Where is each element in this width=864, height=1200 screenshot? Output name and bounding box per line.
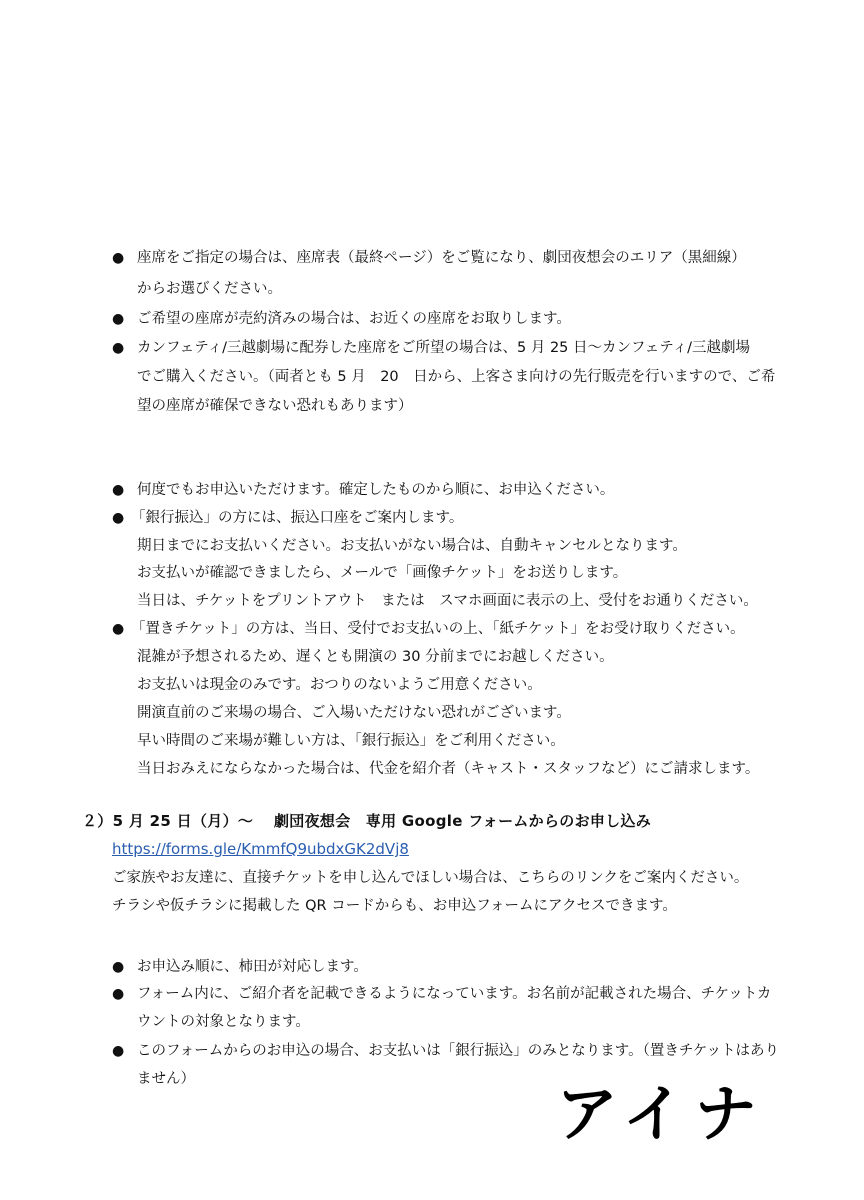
payment-bullet-3-line-1: 「置きチケット」の方は、当日、受付でお支払いの上、「紙チケット」をお受け取りください。 <box>131 621 745 637</box>
form-intro-line-2: チラシや仮チラシに掲載した QR コードからも、お申込フォームにアクセスできます。 <box>112 898 677 914</box>
bullet-icon: ● <box>112 510 125 526</box>
seats-bullet-2-line-1: ご希望の座席が売約済みの場合は、お近くの座席をお取りします。 <box>137 311 571 327</box>
payment-bullet-3-line-3: お支払いは現金のみです。おつりのないようご用意ください。 <box>137 677 542 693</box>
payment-bullet-2-line-4: 当日は、チケットをプリントアウト または スマホ画面に表示の上、受付をお通りください。 <box>137 593 758 609</box>
bullet-icon: ● <box>112 311 125 327</box>
seats-bullet-1-line-1: 座席をご指定の場合は、座席表（最終ページ）をご覧になり、劇団夜想会のエリア（黒細線） <box>137 250 746 266</box>
bullet-icon: ● <box>112 986 125 1002</box>
bullet-icon: ● <box>112 340 125 356</box>
payment-bullet-3-line-6: 当日おみえにならなかった場合は、代金を紹介者（キャスト・スタッフなど）にご請求します。 <box>137 761 760 777</box>
bullet-icon: ● <box>112 959 125 975</box>
bullet-icon: ● <box>112 621 125 637</box>
form-section-heading: ２）5 月 25 日（月）～ 劇団夜想会 専用 Google フォームからのお申し込み <box>82 812 652 830</box>
payment-bullet-1-line-1: 何度でもお申込いただけます。確定したものから順に、お申込ください。 <box>137 482 615 498</box>
seats-bullet-1-line-2: からお選びください。 <box>137 281 282 297</box>
payment-bullet-3-line-2: 混雑が予想されるため、遅くとも開演の 30 分前までにお越しください。 <box>137 649 614 665</box>
payment-bullet-2-line-1: 「銀行振込」の方には、振込口座をご案内します。 <box>131 510 464 526</box>
payment-bullet-3-line-5: 早い時間のご来場が難しい方は、「銀行振込」をご利用ください。 <box>137 733 565 749</box>
seats-bullet-3-line-3: 望の座席が確保できない恐れもあります） <box>137 398 413 414</box>
bullet-icon: ● <box>112 482 125 498</box>
seats-bullet-3-line-2: でご購入ください。（両者とも 5 月 20 日から、上客さま向けの先行販売を行いますので、ご希 <box>137 369 776 385</box>
bullet-icon: ● <box>112 250 125 266</box>
payment-bullet-2-line-2: 期日までにお支払いください。お支払いがない場合は、自動キャンセルとなります。 <box>137 538 687 554</box>
form-intro-line-1: ご家族やお友達に、直接チケットを申し込んでほしい場合は、こちらのリンクをご案内ください。 <box>112 870 749 886</box>
form-bullet-2-line-2: ウントの対象となります。 <box>137 1014 310 1030</box>
google-form-link[interactable]: https://forms.gle/KmmfQ9ubdxGK2dVj8 <box>112 840 409 858</box>
form-bullet-1-line-1: お申込み順に、柿田が対応します。 <box>137 959 368 975</box>
payment-bullet-2-line-3: お支払いが確認できましたら、メールで「画像チケット」をお送りします。 <box>137 565 628 581</box>
signature-text: アイナ <box>556 1077 767 1150</box>
form-bullet-3-line-2: ません） <box>137 1071 195 1087</box>
form-bullet-3-line-1: このフォームからのお申込の場合、お支払いは「銀行振込」のみとなります。（置きチケットはあり <box>137 1043 780 1059</box>
form-bullet-2-line-1: フォーム内に、ご紹介者を記載できるようになっています。お名前が記載された場合、チケットカ <box>137 986 772 1002</box>
bullet-icon: ● <box>112 1043 125 1059</box>
seats-bullet-3-line-1: カンフェティ/三越劇場に配券した座席をご所望の場合は、5 月 25 日～カンフェティ/三越劇場 <box>137 340 751 356</box>
payment-bullet-3-line-4: 開演直前のご来場の場合、ご入場いただけない恐れがございます。 <box>137 705 571 721</box>
